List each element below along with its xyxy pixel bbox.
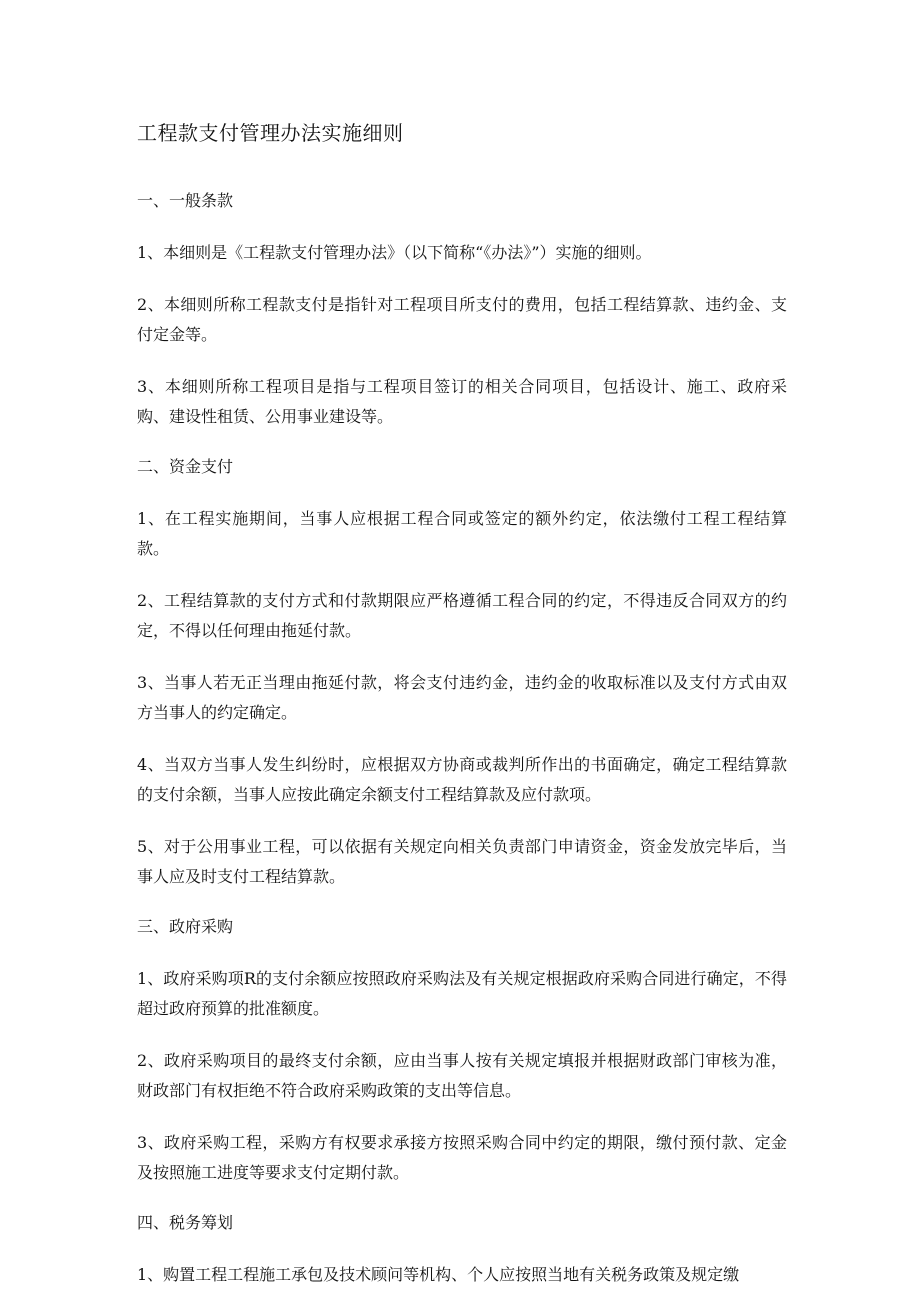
paragraph: 1、政府采购项R的支付余额应按照政府采购法及有关规定根据政府采购合同进行确定，不得超过政府预算的批准额度。 — [137, 969, 787, 1018]
section-heading-government-procurement: 三、政府采购 — [137, 917, 234, 936]
section-heading-general: 一、一般条款 — [137, 191, 234, 210]
paragraph: 2、本细则所称工程款支付是指针对工程项目所支付的费用，包括工程结算款、违约金、支付定金等。 — [137, 295, 787, 344]
paragraph: 3、本细则所称工程项目是指与工程项目签订的相关合同项目，包括设计、施工、政府采购、建设性租赁、公用事业建设等。 — [137, 377, 787, 426]
paragraph: 4、当双方当事人发生纠纷时，应根据双方协商或裁判所作出的书面确定，确定工程结算款的支付余额，当事人应按此确定余额支付工程结算款及应付款项。 — [137, 755, 787, 804]
paragraph: 2、工程结算款的支付方式和付款期限应严格遵循工程合同的约定，不得违反合同双方的约定，不得以任何理由拖延付款。 — [137, 591, 787, 640]
paragraph: 3、当事人若无正当理由拖延付款，将会支付违约金，违约金的收取标准以及支付方式由双方当事人的约定确定。 — [137, 673, 787, 722]
paragraph: 2、政府采购项目的最终支付余额，应由当事人按有关规定填报并根据财政部门审核为准，财政部门有权拒绝不符合政府采购政策的支出等信息。 — [137, 1051, 787, 1100]
section-heading-tax-planning: 四、税务筹划 — [137, 1213, 234, 1232]
paragraph: 3、政府采购工程，采购方有权要求承接方按照采购合同中约定的期限，缴付预付款、定金及按照施工进度等要求支付定期付款。 — [137, 1133, 787, 1182]
paragraph: 5、对于公用事业工程，可以依据有关规定向相关负责部门申请资金，资金发放完毕后，当事人应及时支付工程结算款。 — [137, 837, 787, 886]
document-title: 工程款支付管理办法实施细则 — [137, 121, 404, 145]
paragraph: 1、本细则是《工程款支付管理办法》（以下简称“《办法》”）实施的细则。 — [137, 243, 652, 262]
section-heading-fund-payment: 二、资金支付 — [137, 457, 234, 476]
paragraph: 1、购置工程工程施工承包及技术顾问等机构、个人应按照当地有关税务政策及规定缴 — [137, 1265, 740, 1284]
document-body — [137, 118, 787, 1312]
paragraph: 1、在工程实施期间，当事人应根据工程合同或签定的额外约定，依法缴付工程工程结算款。 — [137, 509, 787, 558]
